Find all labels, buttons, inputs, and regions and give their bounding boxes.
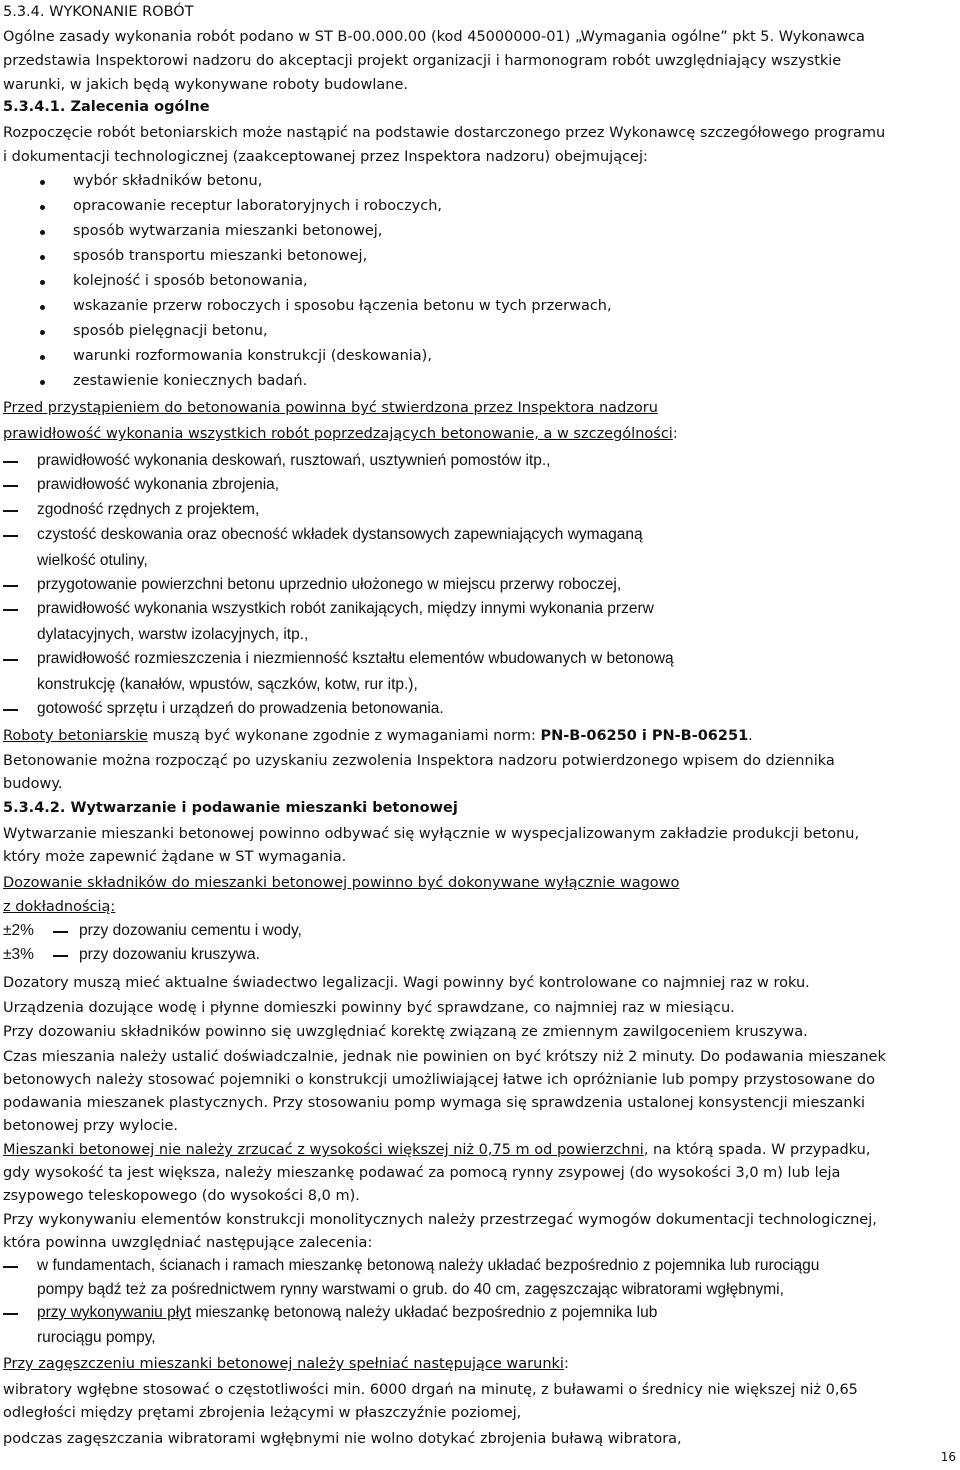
subsection-number: 5.3.4.2.	[3, 800, 66, 816]
slab-tail: mieszankę betonową należy układać bezpośrednio z pojemnika lub	[191, 1304, 658, 1321]
dash-icon	[3, 1266, 18, 1268]
paragraph-line: betonowych należy stosować pojemniki o konstrukcji umożliwiającej łatwe ich opróżnianie lub pompy przystosowane do	[3, 1072, 875, 1088]
bullet-item: wybór składników betonu,	[73, 173, 263, 189]
dash-item-continuation: dylatacyjnych, warstw izolacyjnych, itp.,	[37, 626, 309, 643]
dash-item-continuation: konstrukcję (kanałów, wpustów, sączków, kotw, rur itp.),	[37, 676, 418, 693]
dash-icon	[53, 931, 68, 933]
compaction-underlined: Przy zagęszczeniu mieszanki betonowej należy spełniać następujące warunki	[3, 1356, 564, 1372]
bullet-icon	[40, 330, 45, 335]
bullet-item: warunki rozformowania konstrukcji (deskowania),	[73, 348, 432, 364]
dash-item: w fundamentach, ścianach i ramach mieszankę betonową należy układać bezpośrednio z pojemnika lub rurociągu	[37, 1257, 820, 1274]
dash-item: prawidłowość rozmieszczenia i niezmienność kształtu elementów wbudowanych w betonową	[37, 650, 674, 667]
dash-icon	[3, 1313, 18, 1315]
paragraph-line: zsypowego teleskopowego (do wysokości 8,0 m).	[3, 1188, 360, 1204]
tolerance-value: ±2%	[3, 922, 34, 939]
dash-icon	[3, 485, 18, 487]
bullet-icon	[40, 180, 45, 185]
paragraph-line: Przy wykonywaniu elementów konstrukcji monolitycznych należy przestrzegać wymogów dokumentacji technologicznej,	[3, 1212, 877, 1228]
subsection-title: Wytwarzanie i podawanie mieszanki betonowej	[70, 800, 458, 816]
dash-icon	[3, 461, 18, 463]
paragraph-line: podawania mieszanek plastycznych. Przy stosowaniu pomp wymaga się sprawdzenia ustalonej konsystencji mieszanki	[3, 1095, 866, 1111]
paragraph-line: który może zapewnić żądane w ST wymagania.	[3, 849, 347, 865]
dash-icon	[53, 955, 68, 957]
section-heading: 5.3.4. WYKONANIE ROBÓT	[3, 4, 194, 20]
subsection-heading-1	[3, 97, 210, 117]
bullet-icon	[40, 380, 45, 385]
dash-icon	[3, 609, 18, 611]
paragraph-line: betonowej przy wylocie.	[3, 1118, 178, 1134]
dosing-line: z dokładnością:	[3, 899, 116, 915]
paragraph-line	[3, 1354, 569, 1374]
norms-underlined: Roboty betoniarskie	[3, 728, 148, 744]
compaction-tail: :	[563, 1356, 569, 1372]
dash-icon	[3, 510, 18, 512]
bullet-icon	[40, 305, 45, 310]
drop-height-underlined: Mieszanki betonowej nie należy zrzucać z wysokości większej niż 0,75 m od powierzchni	[3, 1142, 644, 1158]
dash-item: prawidłowość wykonania deskowań, rusztowań, usztywnień pomostów itp.,	[37, 452, 551, 469]
check-line	[3, 424, 678, 444]
bullet-item: sposób transportu mieszanki betonowej,	[73, 248, 368, 264]
paragraph-line: odległości między prętami zbrojenia leżącymi w płaszczyźnie poziomej,	[3, 1405, 522, 1421]
dosing-line: Dozowanie składników do mieszanki betonowej powinno być dokonywane wyłącznie wagowo	[3, 875, 680, 891]
dash-item	[37, 1303, 657, 1323]
bullet-item: sposób wytwarzania mieszanki betonowej,	[73, 223, 383, 239]
paragraph-line: Dozatory muszą mieć aktualne świadectwo legalizacji. Wagi powinny być kontrolowane co najmniej raz w roku.	[3, 975, 810, 991]
bullet-icon	[40, 355, 45, 360]
paragraph-line: Czas mieszania należy ustalić doświadczalnie, jednak nie powinien on być krótszy niż 2 minuty. Do podawania mieszanek	[3, 1049, 886, 1065]
dash-icon	[3, 535, 18, 537]
paragraph-line: podczas zagęszczania wibratorami wgłębnymi nie wolno dotykać zbrojenia buławą wibratora,	[3, 1431, 682, 1447]
paragraph-line: Przy dozowaniu składników powinno się uwzględniać korektę związaną ze zmiennym zawilgoceniem kruszywa.	[3, 1024, 808, 1040]
dash-item-continuation: wielkość otuliny,	[37, 552, 148, 569]
check-line-underlined: prawidłowość wykonania wszystkich robót poprzedzających betonowanie, a w szczególności	[3, 426, 673, 442]
dash-item: gotowość sprzętu i urządzeń do prowadzenia betonowania.	[37, 700, 444, 717]
paragraph-line: gdy wysokość ta jest większa, należy mieszankę podawać za pomocą rynny zsypowej (do wysokości 3,0 m) lub leja	[3, 1165, 841, 1181]
norms-text: muszą być wykonane zgodnie z wymaganiami norm:	[147, 728, 541, 744]
dash-item: zgodność rzędnych z projektem,	[37, 501, 260, 518]
subsection-title: Zalecenia ogólne	[70, 99, 210, 115]
dash-icon	[3, 659, 18, 661]
check-line: Przed przystąpieniem do betonowania powinna być stwierdzona przez Inspektora nadzoru	[3, 400, 658, 416]
paragraph-line: która powinna uwzględniać następujące zalecenia:	[3, 1235, 373, 1251]
norms-codes: PN-B-06250 i PN-B-06251	[540, 728, 749, 744]
paragraph-line: wibratory wgłębne stosować o częstotliwości min. 6000 drgań na minutę, z buławami o średnicy nie większej niż 0,65	[3, 1382, 858, 1398]
dash-item: przygotowanie powierzchni betonu uprzednio ułożonego w miejscu przerwy roboczej,	[37, 576, 622, 593]
intro-line: warunki, w jakich będą wykonywane roboty budowlane.	[3, 77, 408, 93]
dash-item: prawidłowość wykonania wszystkich robót zanikających, między innymi wykonania przerw	[37, 600, 654, 617]
tolerance-text: przy dozowaniu cementu i wody,	[79, 922, 302, 939]
intro-line: przedstawia Inspektorowi nadzoru do akceptacji projekt organizacji i harmonogram robót uwzględniający wszystkie	[3, 53, 842, 69]
dash-item: prawidłowość wykonania zbrojenia,	[37, 476, 280, 493]
paragraph-line: budowy.	[3, 776, 63, 792]
bullet-icon	[40, 205, 45, 210]
page-number: 16	[940, 1450, 956, 1464]
paragraph-line	[3, 1140, 870, 1160]
norms-end: .	[748, 728, 753, 744]
paragraph-line: Urządzenia dozujące wodę i płynne domieszki powinny być sprawdzane, co najmniej raz w miesiącu.	[3, 1000, 735, 1016]
bullet-icon	[40, 255, 45, 260]
norms-line	[3, 726, 753, 746]
dash-item: czystość deskowania oraz obecność wkładek dystansowych zapewniających wymaganą	[37, 526, 643, 543]
dash-icon	[3, 709, 18, 711]
dash-item-continuation: rurociągu pompy,	[37, 1329, 156, 1346]
subsection-heading-2	[3, 798, 458, 818]
dash-icon	[3, 585, 18, 587]
bullet-item: wskazanie przerw roboczych i sposobu łączenia betonu w tych przerwach,	[73, 298, 612, 314]
bullet-item: zestawienie koniecznych badań.	[73, 373, 308, 389]
bullet-icon	[40, 280, 45, 285]
subsection-number: 5.3.4.1.	[3, 99, 66, 115]
bullet-icon	[40, 230, 45, 235]
paragraph-line: Wytwarzanie mieszanki betonowej powinno odbywać się wyłącznie w wyspecjalizowanym zakładzie produkcji betonu,	[3, 826, 860, 842]
intro-line: Ogólne zasady wykonania robót podano w ST B-00.000.00 (kod 45000000-01) „Wymagania ogólne” pkt 5. Wykonawca	[3, 29, 865, 45]
paragraph-line: Rozpoczęcie robót betoniarskich może nastąpić na podstawie dostarczonego przez Wykonawcę szczegółowego programu	[3, 125, 886, 141]
tolerance-value: ±3%	[3, 946, 34, 963]
bullet-item: kolejność i sposób betonowania,	[73, 273, 308, 289]
slab-underlined: przy wykonywaniu płyt	[37, 1304, 192, 1321]
bullet-item: opracowanie receptur laboratoryjnych i roboczych,	[73, 198, 443, 214]
paragraph-line: Betonowanie można rozpocząć po uzyskaniu zezwolenia Inspektora nadzoru potwierdzonego wpisem do dziennika	[3, 753, 835, 769]
bullet-item: sposób pielęgnacji betonu,	[73, 323, 268, 339]
paragraph-line: i dokumentacji technologicznej (zaakceptowanej przez Inspektora nadzoru) obejmującej:	[3, 149, 648, 165]
dash-item-continuation: pompy bądź też za pośrednictwem rynny warstwami o grub. do 40 cm, zagęszczając wibratorami wgłębnymi,	[37, 1281, 784, 1298]
check-line-tail: :	[672, 426, 678, 442]
drop-height-tail: , na którą spada. W przypadku,	[643, 1142, 871, 1158]
tolerance-text: przy dozowaniu kruszywa.	[79, 946, 260, 963]
